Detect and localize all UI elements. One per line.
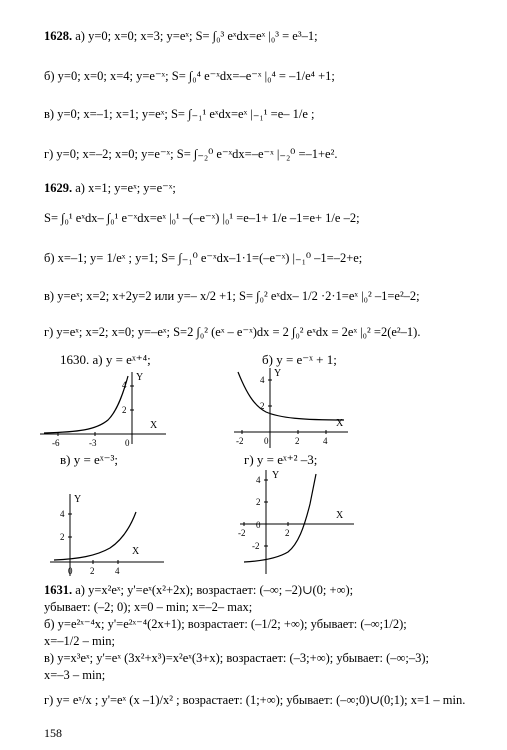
tick-y-0: 4 bbox=[260, 375, 265, 385]
tick-x-2: 0 bbox=[125, 438, 130, 448]
tick-x-0: -6 bbox=[52, 438, 60, 448]
tick-x-1: -3 bbox=[89, 438, 97, 448]
line-1629-c: в) y=eˣ; x=2; x+2y=2 или y=– x/2 +1; S= ∫₀² eˣdx– 1/2 ·2·1=eˣ |₀² –1=e²–2; bbox=[44, 289, 420, 303]
line-1631-a: 1631. а) y=x²eˣ; y'=eˣ(x²+2x); возрастает: (–∞; –2)∪(0; +∞); bbox=[44, 583, 354, 597]
line-1628-d: г) y=0; x=–2; x=0; y=e⁻ˣ; S= ∫₋₂⁰ e⁻ˣdx=–e⁻ˣ |₋₂⁰ =–1+e². bbox=[44, 147, 338, 161]
axis-x-label: X bbox=[336, 510, 344, 521]
axis-x-label: X bbox=[150, 420, 158, 431]
line-1628-c: в) y=0; x=–1; x=1; y=eˣ; S= ∫₋₁¹ eˣdx=eˣ |₋₁¹ =e– 1/e ; bbox=[44, 107, 315, 121]
tick-x-2: 2 bbox=[295, 436, 300, 446]
tick-y-1: 2 bbox=[260, 401, 265, 411]
line-1629-a: 1629. а) x=1; y=eˣ; y=e⁻ˣ; bbox=[44, 181, 176, 195]
line-1631-b-2: x=–1/2 – min; bbox=[44, 634, 115, 648]
graph-a bbox=[38, 368, 168, 448]
line-1629-d: г) y=eˣ; x=2; x=0; y=–eˣ; S=2 ∫₀² (eˣ – e⁻ˣ)dx = 2 ∫₀² eˣdx = 2eˣ |₀² =2(e²–1). bbox=[44, 325, 421, 339]
axis-y-label: Y bbox=[272, 470, 280, 481]
graph-label-d: г) y = eˣ⁺² –3; bbox=[244, 452, 318, 467]
line-1628-b: б) y=0; x=0; x=4; y=e⁻ˣ; S= ∫₀⁴ e⁻ˣdx=–e⁻ˣ |₀⁴ = –1/e⁴ +1; bbox=[44, 69, 335, 83]
line-1631-c-2: x=–3 – min; bbox=[44, 668, 106, 682]
line-1629-b: б) x=–1; y= 1/eˣ ; y=1; S= ∫₋₁⁰ e⁻ˣdx–1·1=(–e⁻ˣ) |₋₁⁰ –1=–2+e; bbox=[44, 251, 363, 265]
graph-b bbox=[232, 366, 352, 450]
curve bbox=[238, 372, 344, 420]
tick-y-1: 2 bbox=[60, 532, 65, 542]
tick-y-1: 2 bbox=[256, 497, 261, 507]
line-1628-a: 1628. а) y=0; x=0; x=3; y=eˣ; S= ∫₀³ eˣdx=eˣ |₀³ = e³–1; bbox=[44, 29, 318, 43]
tick-y-2: 0 bbox=[256, 520, 261, 530]
graph-label-a: 1630. а) y = eˣ⁺⁴; bbox=[60, 352, 151, 367]
graph-c bbox=[48, 490, 168, 580]
graph-label-b: б) y = e⁻ˣ + 1; bbox=[262, 352, 337, 367]
axis-x-label: X bbox=[336, 418, 344, 429]
tick-y-0: 4 bbox=[256, 475, 261, 485]
tick-y-3: -2 bbox=[252, 541, 260, 551]
tick-y-0: 4 bbox=[60, 509, 65, 519]
tick-x-0: -2 bbox=[236, 436, 244, 446]
curve bbox=[54, 512, 136, 560]
line-1631-c: в) y=x³eˣ; y'=eˣ (3x²+x³)=x²eˣ(3+x); возрастает: (–3;+∞); убывает: (–∞;–3); bbox=[44, 651, 430, 665]
tick-x-3: 4 bbox=[323, 436, 328, 446]
tick-x-1: 0 bbox=[264, 436, 269, 446]
tick-x-0: -2 bbox=[238, 528, 246, 538]
graph-d bbox=[238, 466, 358, 576]
tick-y-0: 4 bbox=[122, 380, 127, 390]
graph-label-c: в) y = eˣ⁻³; bbox=[60, 452, 118, 467]
line-1631-d: г) y= eˣ/x ; y'=eˣ (x –1)/x² ; возрастает: (1;+∞); убывает: (–∞;0)∪(0;1); x=1 – min. bbox=[44, 693, 466, 707]
tick-x-1: 2 bbox=[90, 566, 95, 576]
axis-y-label: Y bbox=[74, 494, 82, 505]
tick-x-2: 4 bbox=[115, 566, 120, 576]
axis-y-label: Y bbox=[274, 368, 282, 379]
page-number: 158 bbox=[44, 726, 62, 740]
tick-x-1: 2 bbox=[285, 528, 290, 538]
line-1631-b: б) y=e²ˣ⁻⁴x; y'=e²ˣ⁻⁴(2x+1); возрастает: (–1/2; +∞); убывает: (–∞;1/2); bbox=[44, 617, 407, 631]
line-1631-a-2: убывает: (–2; 0); x=0 – min; x=–2– max; bbox=[44, 600, 253, 614]
curve bbox=[44, 376, 128, 433]
tick-x-0: 0 bbox=[68, 566, 73, 576]
line-1629-a-formula: S= ∫₀¹ eˣdx– ∫₀¹ e⁻ˣdx=eˣ |₀¹ –(–e⁻ˣ) |₀¹ =e–1+ 1/e –1=e+ 1/e –2; bbox=[44, 211, 360, 225]
tick-y-1: 2 bbox=[122, 405, 127, 415]
axis-y-label: Y bbox=[136, 372, 144, 383]
axis-x-label: X bbox=[132, 546, 140, 557]
